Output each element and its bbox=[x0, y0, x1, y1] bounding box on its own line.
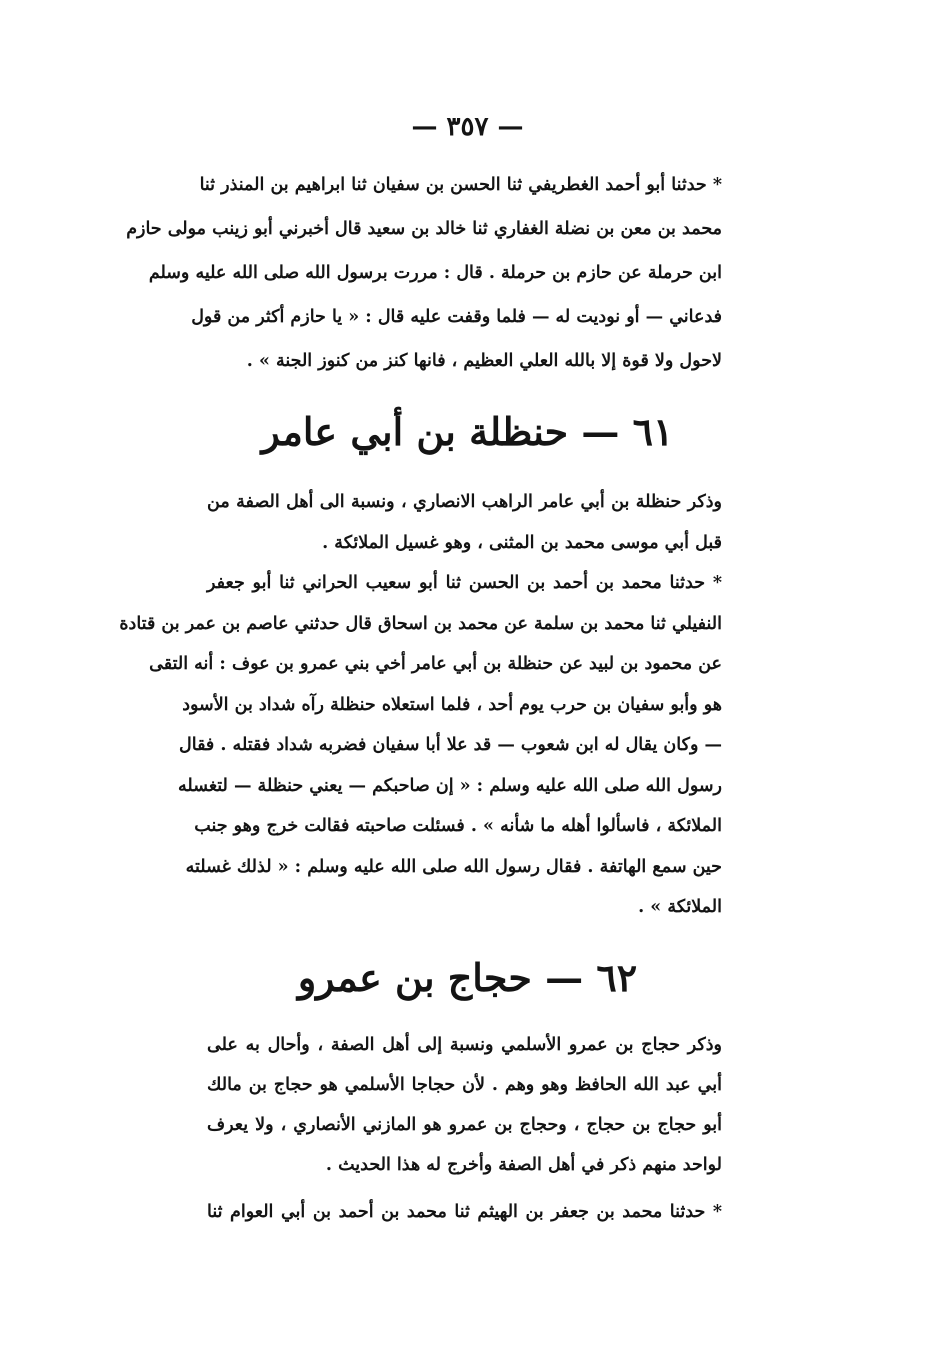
text-line: حين سمع الهاتفة . فقال رسول الله صلى الله عليه وسلم : « لذلك غسلته bbox=[185, 857, 722, 877]
text-line: الملائكة » . bbox=[638, 897, 722, 917]
text-line: أبي عبد الله الحافظ وهو وهم . لأن حجاجا الأسلمي هو حجاج بن مالك bbox=[207, 1075, 722, 1095]
text-line: رسول الله صلى الله عليه وسلم : « إن صاحبكم — يعني حنظلة — لتغسله bbox=[178, 776, 722, 796]
text-line: وذكر حنظلة بن أبي عامر الراهب الانصاري ، ونسبة الى أهل الصفة من bbox=[207, 492, 722, 512]
text-line: فدعاني — أو نوديت له — فلما وقفت عليه قال : « يا حازم أكثر من قول bbox=[191, 307, 722, 327]
text-line: لاحول ولا قوة إلا بالله العلي العظيم ، فانها كنز من كنوز الجنة » . bbox=[246, 351, 722, 371]
text-line: * حدثنا أبو أحمد الغطريفي ثنا الحسن بن سفيان ثنا ابراهيم بن المنذر ثنا bbox=[199, 175, 722, 195]
text-line: قبل أبي موسى محمد بن المثنى ، وهو غسيل الملائكة . bbox=[322, 533, 722, 553]
section-heading-62: ٦٢ — حجاج بن عمرو bbox=[297, 955, 638, 1000]
text-line: هو وأبو سفيان بن حرب يوم أحد ، فلما استعلاه حنظلة رآه شداد بن الأسود bbox=[182, 695, 722, 715]
text-line: — وكان يقال له ابن شعوب — قد علا أبا سفيان فضربه شداد فقتله . فقال bbox=[179, 735, 722, 755]
text-line: * حدثنا محمد بن جعفر بن الهيثم ثنا محمد بن أحمد بن أبي العوام ثنا bbox=[207, 1202, 722, 1222]
text-line: النفيلي ثنا محمد بن سلمة عن محمد بن اسحاق قال حدثني عاصم بن عمر بن قتادة bbox=[119, 614, 722, 634]
text-line: أبو حجاج بن حجاج ، وحجاج بن عمرو هو المازني الأنصاري ، ولا يعرف bbox=[207, 1115, 722, 1135]
text-line: لواحد منهم ذكر في أهل الصفة وأخرج له هذا الحديث . bbox=[325, 1155, 722, 1175]
text-line: ابن حرملة عن حازم بن حرملة . قال : مررت برسول الله صلى الله عليه وسلم bbox=[148, 263, 722, 283]
section-heading-61: ٦١ — حنظلة بن أبي عامر bbox=[261, 409, 674, 454]
page-number: — ٣٥٧ — bbox=[411, 112, 524, 142]
text-line: * حدثنا محمد بن أحمد بن الحسن ثنا أبو سعيب الحراني ثنا أبو جعفر bbox=[207, 573, 722, 593]
text-line: الملائكة ، فاسألوا أهله ما شأنه » . فسئلت صاحبته فقالت خرج وهو جنب bbox=[194, 816, 722, 836]
text-line: وذكر حجاج بن عمرو الأسلمي ونسبة إلى أهل الصفة ، وأحال به على bbox=[207, 1035, 722, 1055]
text-line: محمد بن معن بن نضلة الغفاري ثنا خالد بن سعيد قال أخبرني أبو زينب مولى حازم bbox=[126, 219, 722, 239]
text-line: عن محمود بن لبيد عن حنظلة بن أبي عامر أخي بني عمرو بن عوف : أنه التقى bbox=[149, 654, 722, 674]
